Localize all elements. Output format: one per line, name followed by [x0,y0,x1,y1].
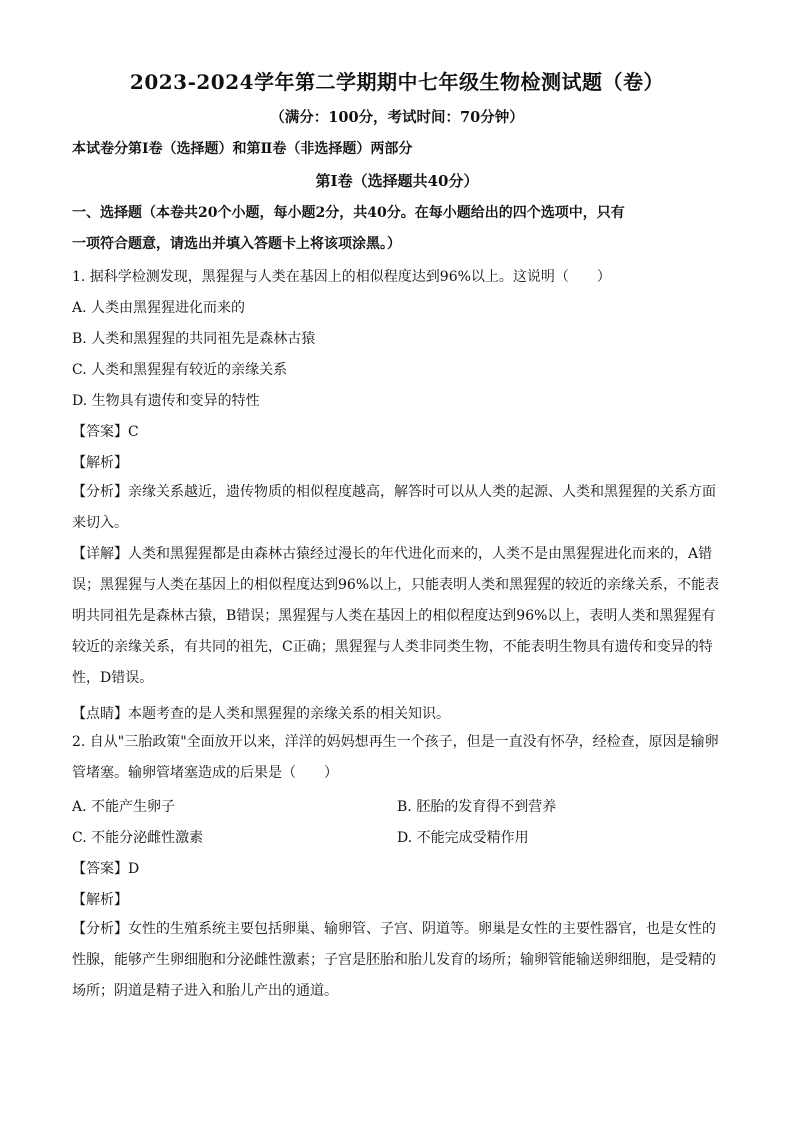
q1-option-a: A. 人类由黑猩猩进化而来的 [72,300,246,316]
part-title: 第Ⅰ卷（选择题共40分） [315,172,479,190]
q1-answer: 【答案】C [72,424,139,440]
q2-answer: 【答案】D [72,861,140,877]
q1-stem: 1. 据科学检测发现，黑猩猩与人类在基因上的相似程度达到96%以上。这说明（ ） [72,269,611,285]
section-heading-line-1: 一、选择题（本卷共20个小题，每小题2分，共40分。在每小题给出的四个选项中，只有 [72,205,625,221]
page-title: 2023-2024学年第二学期期中七年级生物检测试题（卷） [129,70,665,94]
q1-fenxi: 【分析】亲缘关系越近，遗传物质的相似程度越高，解答时可以从人类的起源、人类和黑猩猩的关系方面来切入。 [72,484,716,531]
q2-analysis-label: 【解析】 [72,892,128,908]
q2-stem: 2. 自从"三胎政策"全面放开以来，洋洋的妈妈想再生一个孩子，但是一直没有怀孕，经检查，原因是输卵管堵塞。输卵管堵塞造成的后果是（ ） [72,734,719,781]
q1-option-d: D. 生物具有遗传和变异的特性 [72,393,260,409]
q1-dianjing: 【点睛】本题考查的是人类和黑猩猩的亲缘关系的相关知识。 [72,706,450,722]
q2-option-b: B. 胚胎的发育得不到营养 [397,799,557,815]
q1-analysis-label: 【解析】 [72,455,128,471]
q1-option-b: B. 人类和黑猩猩的共同祖先是森林古猿 [72,331,316,347]
q1-option-c: C. 人类和黑猩猩有较近的亲缘关系 [72,362,288,378]
section-heading-line-2: 一项符合题意，请选出并填入答题卡上将该项涂黑。） [72,236,401,252]
page-subtitle: （满分：100分，考试时间：70分钟） [270,109,524,126]
q1-xiangjie: 【详解】人类和黑猩猩都是由森林古猿经过漫长的年代进化而来的，人类不是由黑猩猩进化而来的，A错误；黑猩猩与人类在基因上的相似程度达到96%以上，只能表明人类和黑猩猩的较近的亲缘关系，不能表明共同祖先是森林古猿，B错误；黑猩猩与人类在基因上的相似程度达到96%以上，表明人类和黑猩猩有较近的亲缘关系，有共同的祖先，C正确；黑猩猩与人类非同类生物，不能表明生物具有遗传和变异的特性，D错误。 [72,546,720,686]
q2-fenxi: 【分析】女性的生殖系统主要包括卵巢、输卵管、子宫、阴道等。卵巢是女性的主要性器官，也是女性的性腺，能够产生卵细胞和分泌雌性激素；子宫是胚胎和胎儿发育的场所；输卵管能输送卵细胞，是受精的场所；阴道是精子进入和胎儿产出的通道。 [72,921,716,999]
exam-intro: 本试卷分第Ⅰ卷（选择题）和第Ⅱ卷（非选择题）两部分 [72,141,413,157]
q2-option-c: C. 不能分泌雌性激素 [72,830,204,846]
q2-option-a: A. 不能产生卵子 [72,799,176,815]
q2-option-d: D. 不能完成受精作用 [397,830,529,846]
